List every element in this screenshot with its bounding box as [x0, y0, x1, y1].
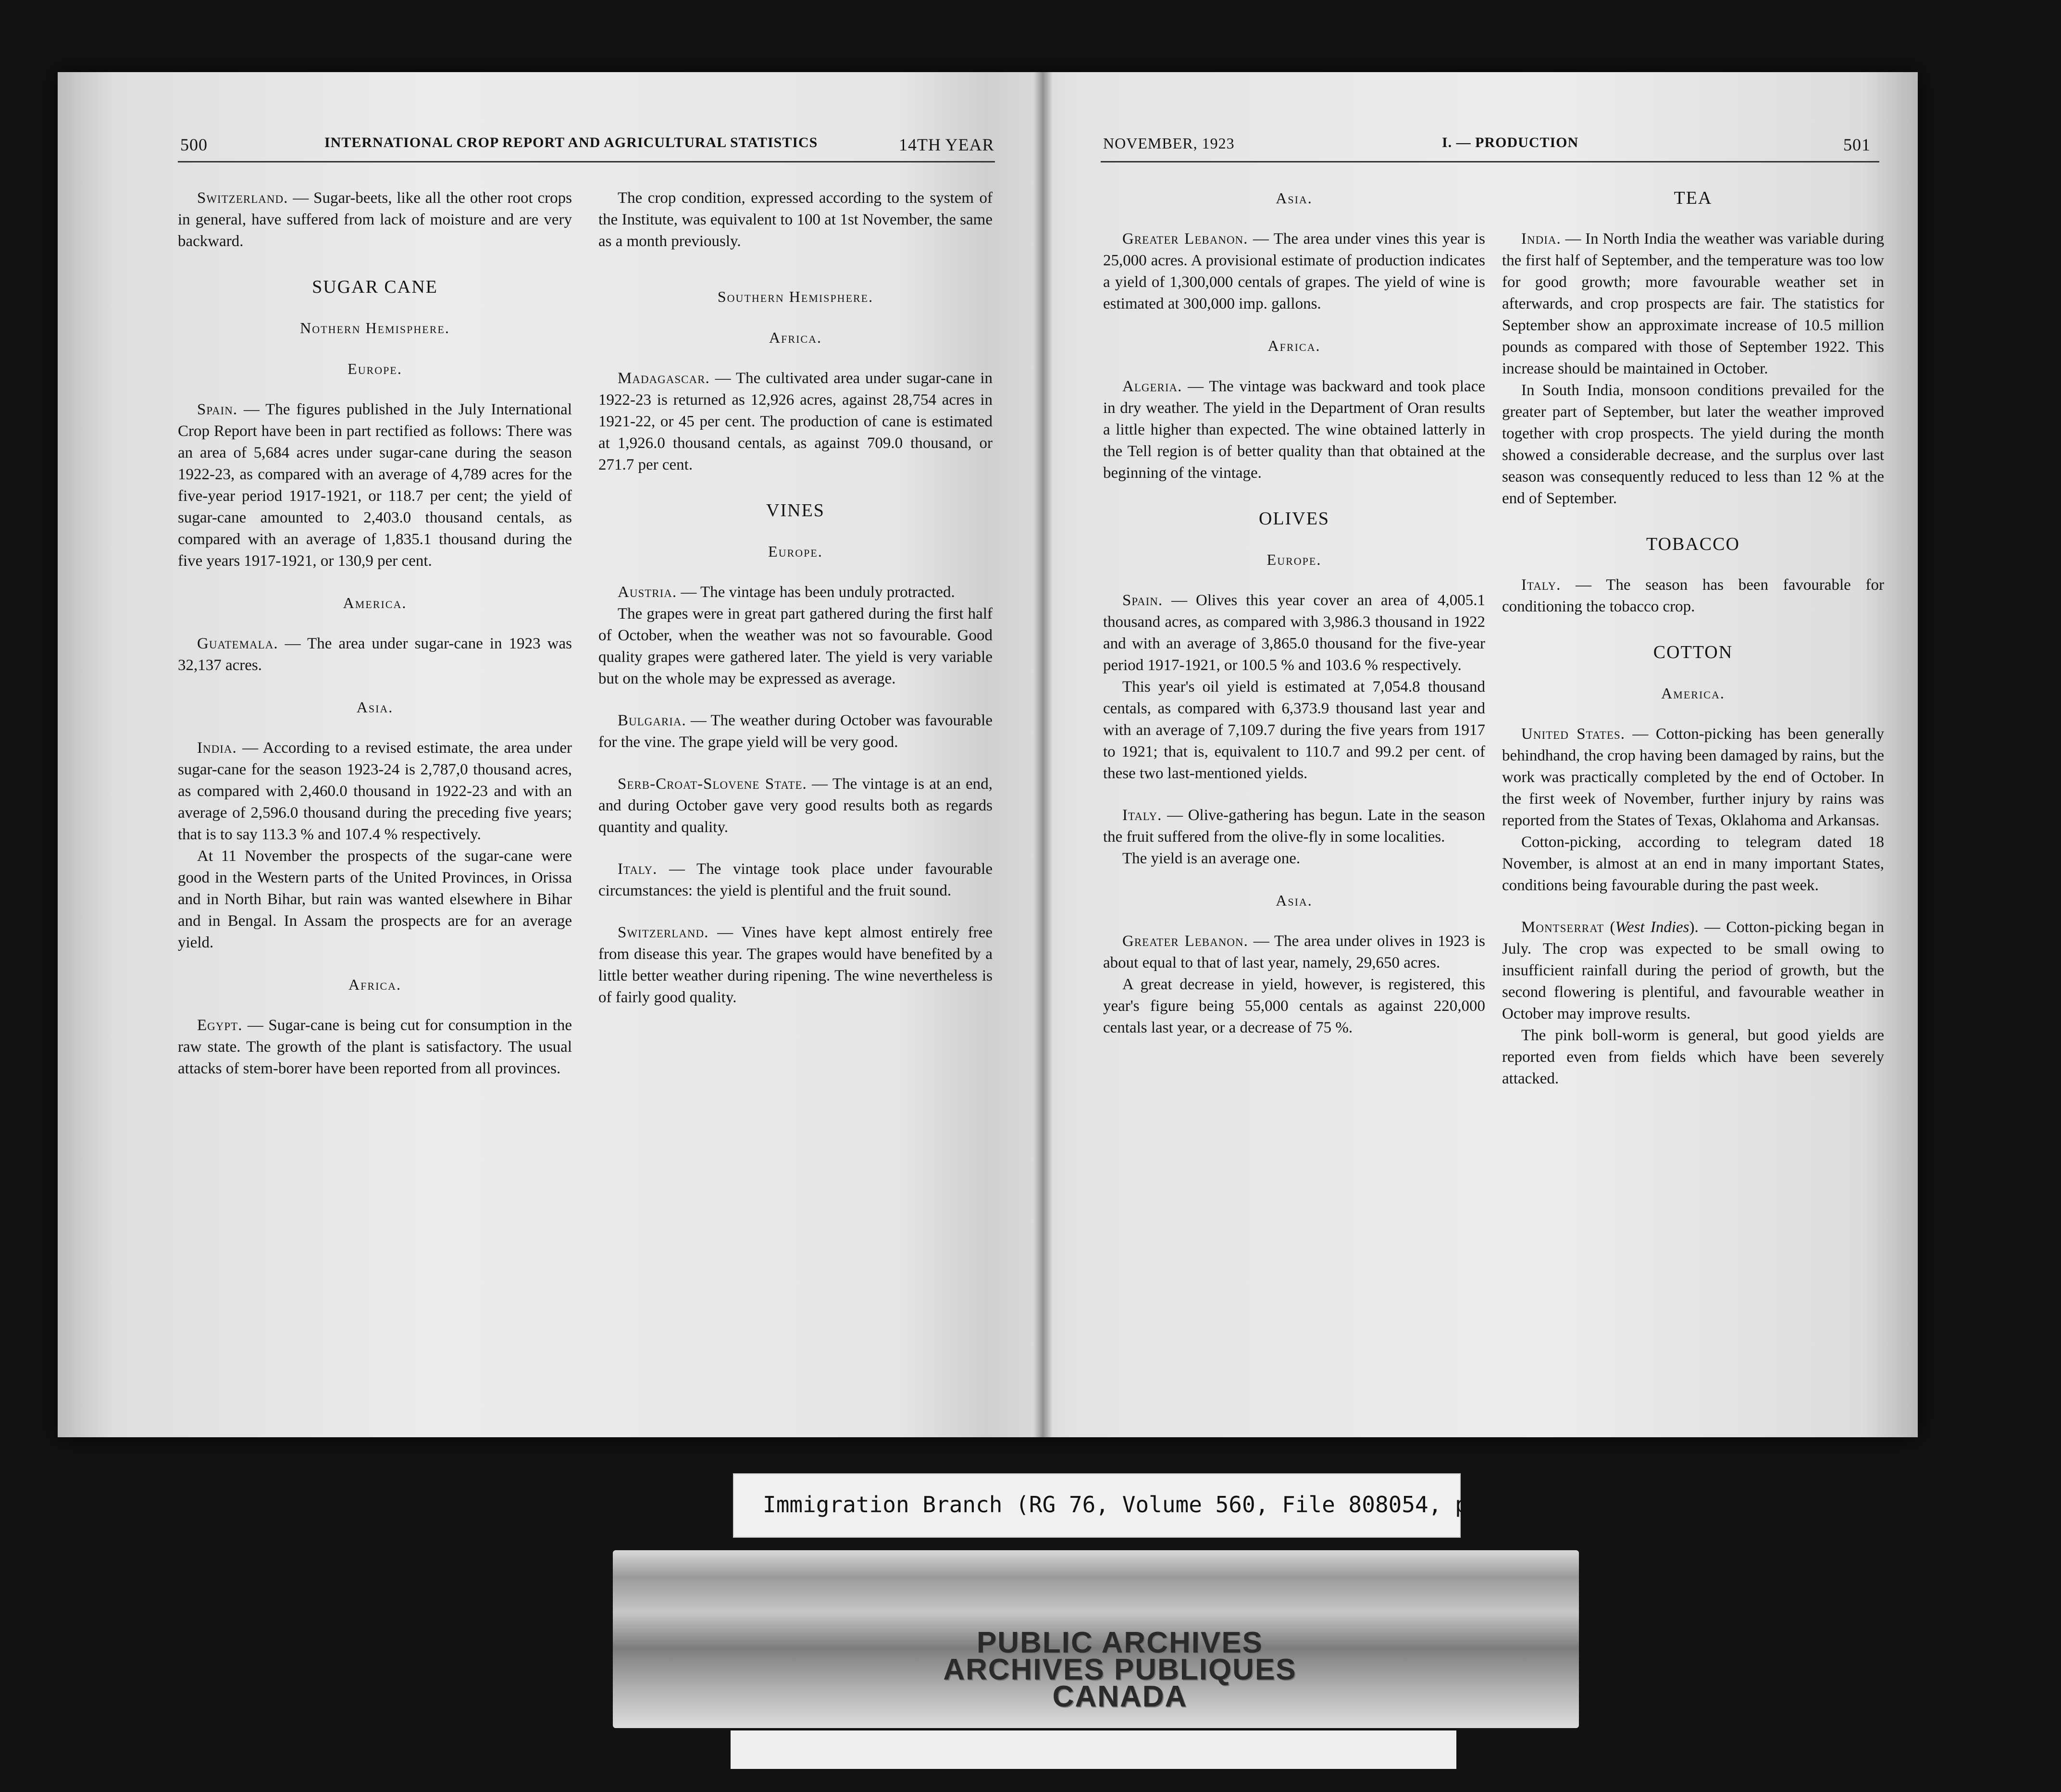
paragraph-bulgaria — [598, 710, 993, 753]
paragraph-text: — Cotton-picking has been generally behindhand, the crop having been damaged by rains, but the work was practically completed by the end of October. In the first week of November, further injury by rains was reported from the States of Texas, Oklahoma and Arkansas. — [1502, 725, 1884, 829]
paragraph-text: — The cultivated area under sugar-cane in 1922-23 is returned as 12,926 acres, against 28,754 acres in 1921-22, or 45 per cent. The production of cane is estimated at 1,926.0 thousand centals, as against 709.0 thousand, or 271.7 per cent. — [598, 370, 993, 473]
paragraph-text: — Olives this year cover an area of 4,005.1 thousand acres, as compared with 3,986.3 thousand in 1922 and with an average of 3,865.0 thousand for the five-year period 1917-1921, or 100.5 % and 103.6 % respectively. — [1103, 592, 1485, 674]
paragraph-text: — Sugar-cane is being cut for consumption in the raw state. The growth of the plant is satisfactory. The usual attacks of stem-borer have been reported from all provinces. — [178, 1017, 572, 1077]
right-date-head: NOVEMBER, 1923 — [1103, 135, 1235, 152]
country-lead: Spain. — [197, 401, 238, 418]
paragraph-italy-tobacco — [1502, 574, 1884, 618]
heading-africa: Africa. — [769, 329, 822, 346]
paragraph-text: — Vines have kept almost entirely free from disease this year. The grapes would have benefited by a little better weather during ripening. The wine nevertheless is of fairly good quality. — [598, 924, 993, 1006]
country-lead: United States. — [1521, 725, 1625, 743]
heading-southern-hemisphere: Southern Hemisphere. — [717, 288, 874, 305]
paragraph-text: — In North India the weather was variable during the first half of September, and the temperature was too low for good growth; more favourable weather set in afterwards, and crop prospects are fair. The statistics for September show an approximate increase of 10.5 million pounds as compared with those of September 1922. This increase should be maintained in October. — [1502, 230, 1884, 377]
right-page — [1048, 72, 1918, 1437]
left-column-1 — [178, 187, 572, 1100]
heading-sugar-cane: SUGAR CANE — [312, 277, 438, 297]
paragraph-egypt — [178, 1015, 572, 1080]
paragraph-greater-lebanon-vines — [1103, 228, 1485, 315]
paragraph-text: — The vintage was backward and took place in dry weather. The yield in the Department of Oran results a little higher than expected. The wine obtained latterly in the Tell region is of better quality than that obtained at the beginning of the vintage. — [1103, 378, 1485, 482]
paragraph-india-tea-2: In South India, monsoon conditions prevailed for the greater part of September, but later the weather improved together with crop prospects. The yield during the month showed a considerable decrease, and the surplus over last season was consequently reduced to less than 12 % at the end of September. — [1502, 382, 1884, 507]
archive-stamp — [904, 1626, 1336, 1713]
heading-asia: Asia. — [1276, 189, 1313, 207]
heading-america: America. — [1661, 684, 1725, 702]
country-lead: India. — [197, 739, 237, 757]
paragraph-text: — The season has been favourable for conditioning the tobacco crop. — [1502, 576, 1884, 615]
paragraph-text: — Cotton-picking began in July. The crop was expected to be small owing to insufficient rainfall during the period of growth, but the second flowering is plentiful, and favourable weather in October may improve results. — [1502, 919, 1884, 1022]
archive-label-card — [733, 1473, 1522, 1538]
paragraph-switzerland-beets — [178, 187, 572, 252]
paragraph-austria — [598, 582, 993, 603]
paragraph-text: — The weather during October was favourable for the vine. The grape yield will be very good. — [598, 712, 993, 751]
country-lead: Spain. — [1122, 592, 1163, 609]
left-header-rule — [178, 161, 995, 162]
stamp-line-3: CANADA — [1052, 1680, 1188, 1713]
paragraph-text: — The vintage took place under favourable circumstances: the yield is plentiful and the fruit sound. — [598, 860, 993, 899]
country-lead: Switzerland. — [197, 189, 288, 207]
paragraph-spain-olives — [1103, 590, 1485, 676]
country-lead: Austria. — [618, 584, 677, 601]
heading-cotton: COTTON — [1653, 642, 1733, 662]
heading-tobacco: TOBACCO — [1646, 534, 1740, 554]
paragraph-text: — The area under vines this year is 25,000 acres. A provisional estimate of production indicates a yield of 1,300,000 centals of grapes. The yield of wine is estimated at 300,000 imp. gallons. — [1103, 230, 1485, 312]
right-header-rule — [1101, 161, 1879, 162]
paragraph-spain-sugar — [178, 399, 572, 572]
heading-vines: VINES — [766, 500, 825, 521]
paragraph-madagascar — [598, 368, 993, 476]
paragraph-india-sugar — [178, 737, 572, 846]
country-lead: Egypt. — [197, 1017, 243, 1034]
right-column-1 — [1103, 187, 1485, 1059]
paragraph-text: — According to a revised estimate, the area under sugar-cane for the season 1923-24 is 2,787,0 thousand acres, as compared with 2,460.0 thousand in 1922-23 and with an average of 2,596.0 thousand during the preceding five years; that is to say 113.3 % and 107.4 % respectively. — [178, 739, 572, 843]
heading-tea: TEA — [1674, 188, 1713, 208]
heading-asia: Asia. — [356, 698, 394, 716]
left-page-number: 500 — [180, 135, 208, 154]
paragraph-spain-olives-2: This year's oil yield is estimated at 7,054.8 thousand centals, as compared with 6,373.9 thousand last year and with an average of 7,109.7 during the five years from 1917 to 1921; that is, equivalent to 110.7 and 99.2 per cent. of these two last-mentioned yields. — [1103, 678, 1485, 782]
paragraph-italy-olives — [1103, 805, 1485, 848]
paragraph-serb-croat-slovene — [598, 773, 993, 838]
paragraph-united-states — [1502, 723, 1884, 832]
paragraph-switzerland-vines — [598, 922, 993, 1008]
paragraph-text: — Sugar-beets, like all the other root crops in general, have suffered from lack of moisture and are very backward. — [178, 189, 572, 250]
paragraph-algeria — [1103, 376, 1485, 484]
country-lead: Greater Lebanon. — [1122, 230, 1248, 248]
right-section-head: I. — PRODUCTION — [1442, 135, 1579, 150]
archive-label-text: Immigration Branch (RG 76, Volume 560, File 808054, pt.3) — [763, 1492, 1522, 1518]
left-running-head: INTERNATIONAL CROP REPORT AND AGRICULTURAL STATISTICS — [324, 135, 818, 150]
country-lead: Madagascar. — [618, 370, 710, 387]
left-page — [58, 72, 1038, 1437]
archive-bottom-card — [731, 1730, 1456, 1769]
country-lead: Guatemala. — [197, 635, 278, 652]
right-page-number: 501 — [1843, 135, 1871, 154]
country-lead: Italy. — [618, 860, 658, 878]
country-lead: Serb-Croat-Slovene State. — [618, 775, 807, 793]
paragraph-text: — The vintage is at an end, and during October gave very good results both as regards quantity and quality. — [598, 775, 993, 836]
country-lead: Algeria. — [1122, 378, 1182, 395]
heading-asia-2: Asia. — [1276, 892, 1313, 909]
heading-europe: Europe. — [768, 543, 823, 560]
paragraph-text: — The vintage has been unduly protracted. — [677, 584, 955, 601]
paragraph-india-sugar-2: At 11 November the prospects of the sugar-cane were good in the Western parts of the United Provinces, in Orissa and in North Bihar, but rain was wanted elsewhere in Bihar and in Bengal. In Assam the prospects are for an average yield. — [178, 847, 572, 951]
paragraph-text: — The area under sugar-cane in 1923 was 32,137 acres. — [178, 635, 572, 674]
heading-europe: Europe. — [1266, 551, 1322, 568]
country-lead: Italy. — [1122, 807, 1162, 824]
right-column-2 — [1502, 187, 1884, 1110]
stamp-line-2: ARCHIVES PUBLIQUES — [943, 1653, 1297, 1686]
paragraph-guatemala — [178, 633, 572, 676]
left-column-2 — [598, 187, 993, 1029]
stamp-line-1: PUBLIC ARCHIVES — [976, 1626, 1264, 1659]
paragraph-united-states-2: Cotton-picking, according to telegram dated 18 November, is almost at an end in many important States, conditions being favourable during the past week. — [1502, 834, 1884, 894]
paragraph-text: — Olive-gathering has begun. Late in the season the fruit suffered from the olive-fly in some localities. — [1103, 807, 1485, 846]
paragraph-montserrat: Montserrat (West Indies). — Cotton-picking began in July. The crop was expected to be small owing to insufficient rainfall during the period of growth, but the second flowering is plentiful, and favourable weather in October may improve results. — [1502, 919, 1884, 1022]
paragraph-italy-olives-2: The yield is an average one. — [1122, 850, 1301, 867]
heading-america: America. — [343, 594, 407, 611]
heading-africa: Africa. — [1267, 337, 1321, 354]
country-lead: Montserrat — [1521, 919, 1604, 936]
country-lead: Switzerland. — [618, 924, 709, 941]
heading-olives: OLIVES — [1258, 509, 1330, 529]
heading-northern-hemisphere: Nothern Hemisphere. — [300, 319, 450, 336]
country-lead: Italy. — [1521, 576, 1561, 594]
country-lead: India. — [1521, 230, 1561, 248]
heading-europe: Europe. — [348, 360, 402, 377]
heading-africa: Africa. — [348, 976, 401, 993]
paragraph-greater-lebanon-olives — [1103, 931, 1485, 974]
paragraph-greater-lebanon-olives-2: A great decrease in yield, however, is registered, this year's figure being 55,000 centals as against 220,000 centals last year, or a decrease of 75 %. — [1103, 976, 1485, 1036]
paragraph-crop-condition: The crop condition, expressed according to the system of the Institute, was equivalent to 100 at 1st November, the same as a month previously. — [598, 189, 993, 250]
paragraph-austria-2: The grapes were in great part gathered during the first half of October, when the weather was not so favourable. Good quality grapes were gathered later. The yield is very variable but on the whole may be expressed as average. — [598, 605, 993, 687]
country-lead: Bulgaria. — [618, 712, 686, 729]
region-italic: West Indies — [1615, 919, 1689, 936]
country-lead: Greater Lebanon. — [1122, 933, 1248, 950]
paragraph-italy-vines — [598, 859, 993, 902]
paragraph-text: — The figures published in the July International Crop Report have been in part rectified as follows: There was an area of 5,684 acres under sugar-cane during the season 1922-23, as compared with an average of 4,789 acres for the five-year period 1917-1921, or 118.7 per cent; the yield of sugar-cane amounted to 2,403.0 thousand centals, as compared with an average of 1,835.1 thousand during the five years 1917-1921, or 130,9 per cent. — [178, 401, 572, 570]
paragraph-india-tea — [1502, 228, 1884, 380]
paragraph-text: — The area under olives in 1923 is about equal to that of last year, namely, 29,650 acres. — [1103, 933, 1485, 971]
left-year-label: 14TH YEAR — [899, 135, 994, 154]
paragraph-montserrat-2: The pink boll-worm is general, but good yields are reported even from fields which have been severely attacked. — [1502, 1027, 1884, 1087]
book-spread — [58, 72, 1918, 1437]
